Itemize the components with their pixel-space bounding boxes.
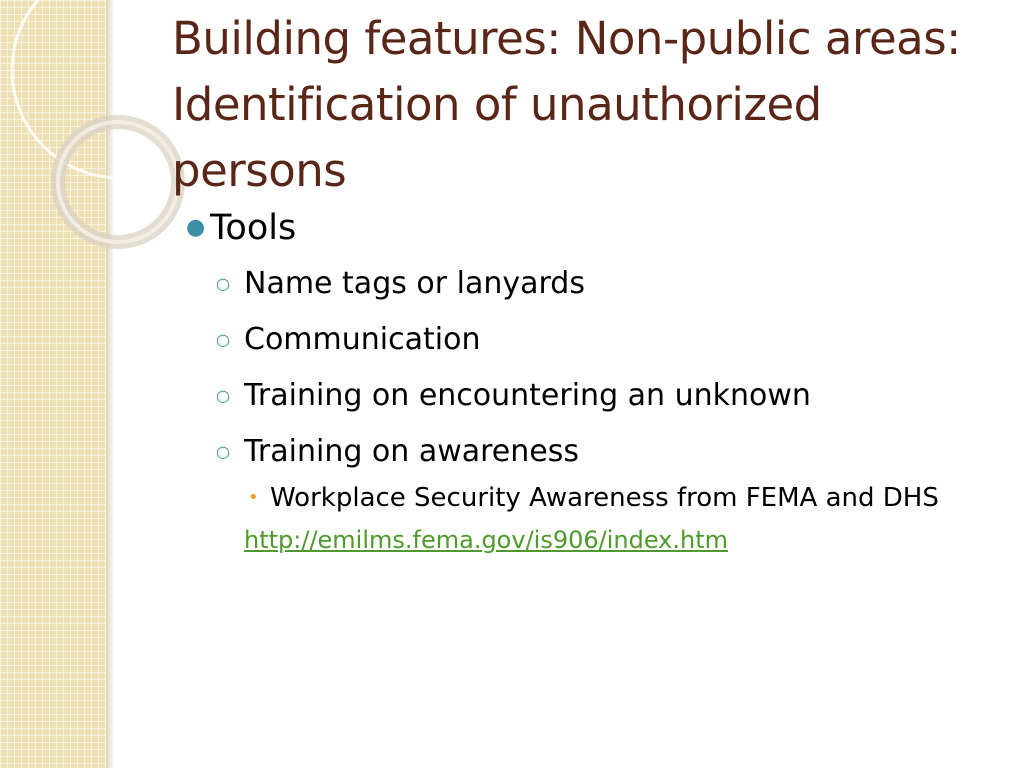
ring-bullet-icon: ○ [216, 386, 230, 405]
ring-bullet-icon: ○ [216, 442, 230, 461]
fema-course-link[interactable]: http://emilms.fema.gov/is906/index.htm [244, 526, 729, 554]
sub-bullet-text: Training on encountering an unknown [244, 378, 811, 413]
sub-sub-bullet-item [248, 478, 966, 518]
sub-sub-bullet-text: Workplace Security Awareness from FEMA and DHS [270, 483, 939, 513]
ring-bullet-icon: ○ [216, 330, 230, 349]
slide-content [186, 206, 966, 558]
sub-bullet-item [216, 430, 966, 474]
sub-bullet-item [216, 374, 966, 418]
slide-title: Building features: Non-public areas: Identification of unauthorized persons [172, 12, 961, 197]
ring-bullet-icon: ○ [216, 274, 230, 293]
sub-bullet-text: Training on awareness [244, 434, 579, 469]
dot-bullet-icon: • [248, 487, 259, 508]
sub-bullet-text: Name tags or lanyards [244, 266, 585, 301]
bullet-item-tools [186, 206, 966, 250]
decorative-grid-strip [0, 0, 106, 768]
link-row [244, 522, 966, 558]
bullet-text: Tools [210, 208, 297, 248]
round-bullet-icon: ● [186, 215, 206, 240]
sub-bullet-item [216, 318, 966, 362]
sub-bullet-text: Communication [244, 322, 481, 357]
sub-bullet-item [216, 262, 966, 306]
strip-shadow [106, 0, 114, 768]
